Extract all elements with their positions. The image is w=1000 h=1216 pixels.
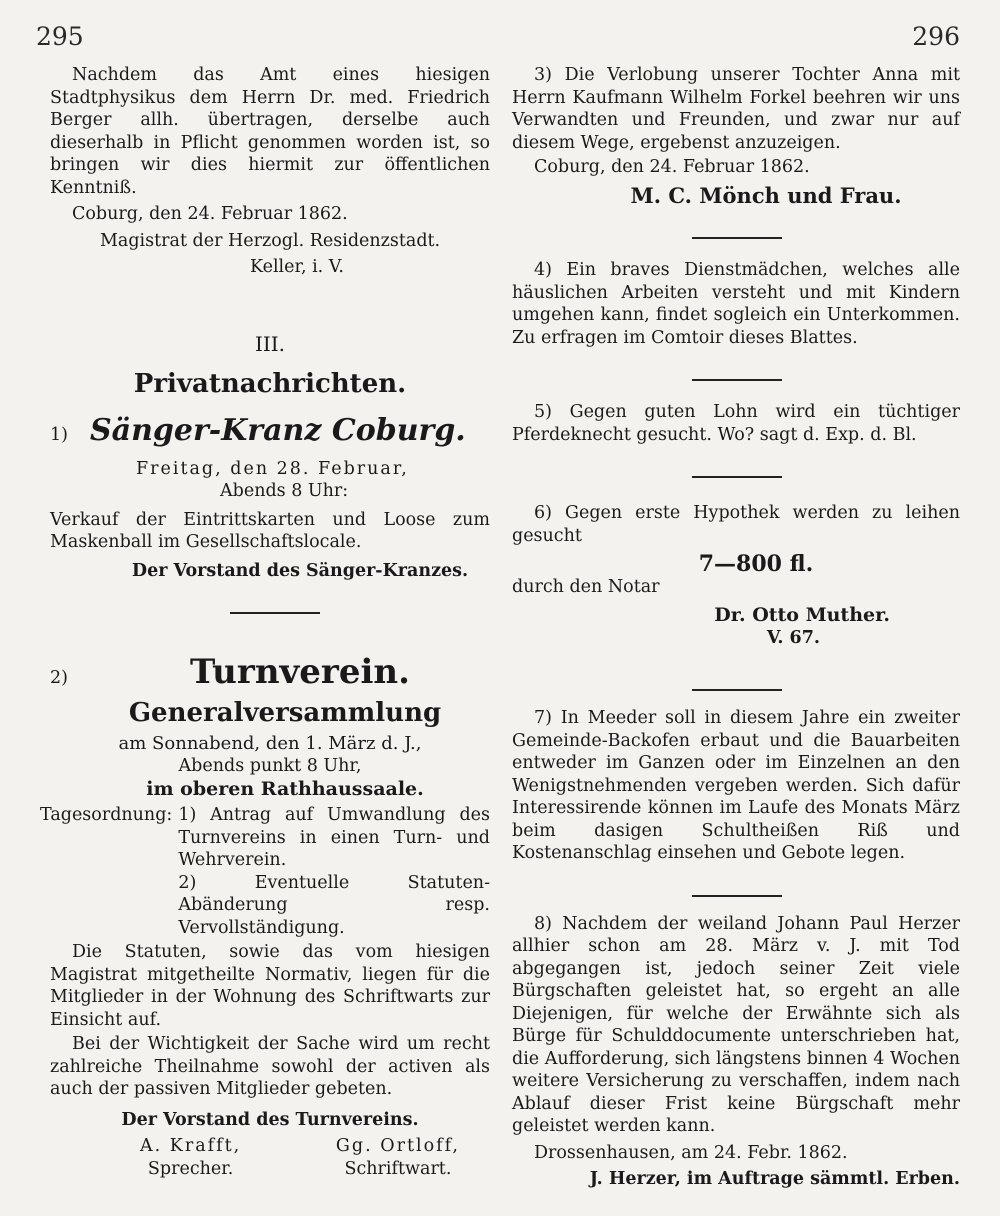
- bakehouse-ad: 7) In Meeder soll in diesem Jahre ein zweiter Gemeinde-Backofen erbaut und die Bauarbeiten entweder im Ganzen oder im Einzelnen an den Wenigstnehmenden vergeben werden. Sich dafür Interessirende können im Laufe des Monats März beim dasigen Schultheißen Riß und Kostenanschlag einsehen und Gebote legen.: [512, 708, 960, 863]
- event-time-line: Abends punkt 8 Uhr,: [178, 756, 362, 776]
- divider: [692, 379, 782, 381]
- section-title: Privatnachrichten.: [133, 369, 407, 399]
- item-number: 2): [50, 668, 68, 688]
- divider: [230, 612, 320, 614]
- engagement-notice: 3) Die Verlobung unserer Tochter Anna mit Herrn Kaufmann Wilhelm Forkel beehren wir uns Verwandten und Freunden, und zwar nur auf diesem Wege, ergebenst anzuzeigen.: [512, 65, 960, 153]
- divider: [692, 476, 782, 478]
- page-number-right: 296: [912, 22, 960, 51]
- item-title: Sänger-Kranz Coburg.: [90, 412, 466, 448]
- board-signature: Der Vorstand des Turnvereins.: [121, 1109, 419, 1130]
- official-notice-issuer: Magistrat der Herzogl. Residenzstadt.: [100, 230, 441, 251]
- mortgage-amount: 7—800 fl.: [698, 551, 814, 577]
- agenda-item-1: 1) Antrag auf Umwandlung des Turnvereins in einen Turn- und Wehrverein.: [178, 805, 490, 870]
- surety-date: Drossenhausen, am 24. Febr. 1862.: [534, 1142, 848, 1163]
- official-notice-text: Nachdem das Amt eines hiesigen Stadtphysikus dem Herrn Dr. med. Friedrich Berger allh. übertragen, derselbe auch dieserhalb in Pflicht genommen worden ist, so bringen wir dies hiermit zur öffentlichen Kenntniß.: [50, 65, 490, 198]
- event-date-line: am Sonnabend, den 1. März d. J.,: [118, 732, 422, 754]
- agenda-item-2: 2) Eventuelle Statuten-Abänderung resp. Vervollständigung.: [178, 872, 490, 938]
- statutes-paragraph: Die Statuten, sowie das vom hiesigen Magistrat mitgetheilte Normativ, liegen für die Mitglieder in der Wohnung des Schriftwarts zur Einsicht auf.: [50, 942, 490, 1030]
- groom-wanted-ad: 5) Gegen guten Lohn wird ein tüchtiger Pferdeknecht gesucht. Wo? sagt d. Exp. d. Bl.: [512, 402, 960, 445]
- notary-ref: V. 67.: [766, 627, 820, 648]
- mortgage-via: durch den Notar: [512, 576, 660, 597]
- signer-name: Gg. Ortloff,: [335, 1136, 460, 1156]
- divider: [692, 237, 782, 239]
- participation-paragraph: Bei der Wichtigkeit der Sache wird um recht zahlreiche Theilnahme sowohl der activen als auch der passiven Mitglieder gebeten.: [50, 1034, 490, 1099]
- page-number-left: 295: [36, 22, 84, 51]
- notary-name: Dr. Otto Muther.: [714, 604, 890, 626]
- event-time: Abends 8 Uhr:: [220, 481, 349, 501]
- signer-name: A. Krafft,: [140, 1136, 242, 1156]
- divider: [692, 689, 782, 691]
- agenda-label: Tagesordnung:: [40, 805, 173, 825]
- event-day: Freitag, den 28. Februar,: [136, 458, 409, 479]
- event-subtitle: Generalversammlung: [128, 698, 442, 728]
- engagement-date: Coburg, den 24. Februar 1862.: [534, 157, 810, 177]
- section-numeral: III.: [254, 331, 286, 356]
- event-text: Verkauf der Eintrittskarten und Loose zum Maskenball im Gesellschaftslocale.: [50, 509, 490, 552]
- signer-role: Schriftwart.: [344, 1158, 452, 1179]
- divider: [692, 895, 782, 897]
- signer-role: Sprecher.: [147, 1158, 234, 1179]
- official-notice-signer: Keller, i. V.: [250, 257, 344, 277]
- maid-wanted-ad: 4) Ein braves Dienstmädchen, welches alle häuslichen Arbeiten versteht und mit Kindern umgehen kann, findet sogleich ein Unterkommen. Zu erfragen im Comtoir dieses Blattes.: [512, 260, 960, 348]
- surety-notice: 8) Nachdem der weiland Johann Paul Herzer allhier schon am 28. März v. J. mit Tod abgegangen ist, jedoch seiner Zeit viele Bürgschaften geleistet hat, so ergeht an alle Diejenigen, für welche der Erwähnte sich als Bürge für Schulddocumente unterschrieben hat, die Aufforderung, sich längstens binnen 4 Wochen weitere Versicherung zu verschaffen, indem nach Ablauf dieser Frist keine Bürgschaft mehr geleistet werden kann.: [512, 913, 960, 1136]
- engagement-signature: M. C. Mönch und Frau.: [630, 182, 902, 208]
- right-column: [512, 64, 960, 1191]
- surety-signature: J. Herzer, im Auftrage sämmtl. Erben.: [589, 1169, 960, 1189]
- event-place-line: im oberen Rathhaussaale.: [146, 777, 424, 800]
- mortgage-ad: 6) Gegen erste Hypothek werden zu leihen gesucht: [512, 503, 960, 546]
- item-title: Turnverein.: [190, 652, 410, 692]
- left-column: [40, 64, 490, 1180]
- event-signature: Der Vorstand des Sänger-Kranzes.: [131, 560, 469, 581]
- official-notice-date: Coburg, den 24. Februar 1862.: [72, 204, 348, 224]
- item-number: 1): [50, 424, 68, 445]
